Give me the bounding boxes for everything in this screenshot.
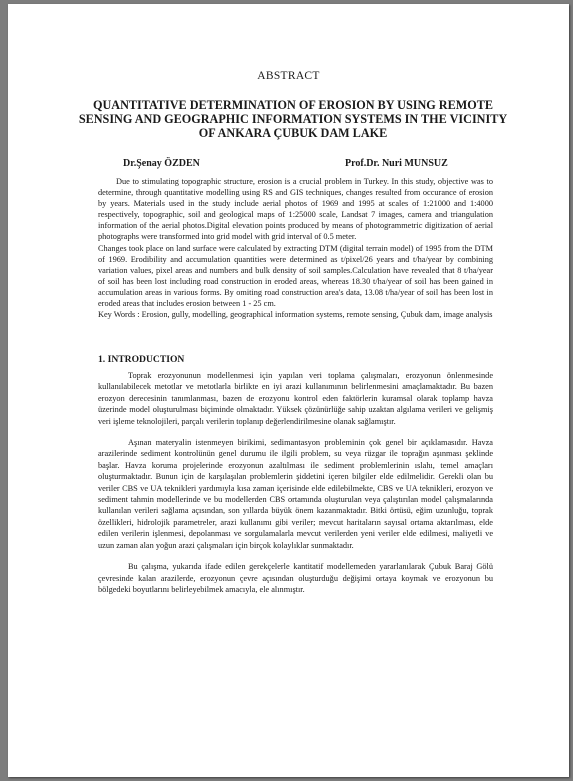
author-2: Prof.Dr. Nuri MUNSUZ [345,158,448,169]
abstract-paragraph: Changes took place on land surface were calculated by extracting DTM (digital terrain model) of 1995 from the DTM of 1969. Erodibility and accumulation quantities were determined as t/pixel/26 years and t/ha/year by combining variation values, pixel areas and numbers and bulk density of soil samples.Calculation have revealed that 8 t/ha/year of soil has been lost including road construction in eroded areas, whereas 18.30 t/ha/year of soil has been gained in accumulation areas in various forms. By omiting road construction area's data, 13.08 t/ha/year of soil has been lost in eroded areas that includes erosion between 1 - 25 cm. [98,243,493,309]
abstract-body [98,176,493,320]
section-paragraph: Toprak erozyonunun modellenmesi için yapılan veri toplama çalışmaları, erozyonun önlenmesinde kullanılabilecek metotlar ve metotlarla birlikte en iyi arazi kullanımının belirlenmesini amaçlamaktadır. Bu bazen erozyon derecesinin tanımlanması, bazen de erozyonu kontrol eden faktörlerin kuramsal olarak toplamp havza üzerinde model oluşturulması biçiminde olmaktadır. Yüksek çözünürlüğe sahip uzaktan algılama verileri ve gelişmiş veri işleme teknolojileri, parçalı verilerin toplanıp değerlendirilmesine olanak sağlamıştır. [98,371,493,426]
abstract-heading: ABSTRACT [257,70,320,82]
author-1: Dr.Şenay ÖZDEN [123,158,200,169]
document-page [8,4,569,777]
section-paragraph: Aşınan materyalin istenmeyen birikimi, sedimantasyon probleminin çok genel bir açıklamasıdır. Havza arazilerinde sediment kontrolünün genel durumu ile ilgili problem, su veya rüzgar ile toprağın aşınması şeklinde başlar. Havza koruma projelerinde erozyonun azaltılması ile sediment problemlerinin ıslahı, temel amaçları oluşturmaktadır. Bunun için de karşılaşılan problemlerin şiddetini içeren bilgiler elde edilmelidir. Gerekli olan bu veriler CBS ve UA teknikleri yardımıyla kısa zaman içerisinde elde edilebilmekte, CBS ve UA teknikleri, erozyon ve sediment tahmin modellerinde ve bu modellerden CBS ortamında oluşturulan veya çalıştırılan model çalışmalarında kullanılan verileri sağlama açısından, son yıllarda büyük önem kazanmaktadır. Bitki örtüsü, eğim uzunluğu, toprak özellikleri, hidrolojik parametreler, arazi kullanımı gibi veriler; mevcut haritaların sayısal ortama aktarılması, elde edilen verilerin işlenmesi, depolanması ve sorgulamalarla mevcut verilerden yeni veriler elde edilmesi, maliyetli ve uzun zaman alan yoğun arazi çalışmaları için birçok kolaylıklar sunmaktadır. [98,438,493,550]
abstract-paragraph: Due to stimulating topographic structure, erosion is a crucial problem in Turkey. In this study, objective was to determine, through quantitative modelling using RS and GIS techniques, changes resulted from occurance of erosion by years. Materials used in the study include aerial photos of 1969 and 1995 at scales of 1:21000 and 1:4000 respectively, topographic, soil and geological maps of 1:25000 scale, Landsat 7 images, camera and triangulation information of the aerial photos.Digital elevation points produced by means of photogrammetric digitization of aerial photographs were transformed into grid model with grid interval of 0.5 meter. [98,177,493,242]
section-paragraph: Bu çalışma, yukarıda ifade edilen gerekçelerle kantitatif modellemeden yararlanılarak Çubuk Baraj Gölü çevresinde kalan arazilerde, erozyonun çevre açısından oluşturduğu değişimi ortaya koymak ve erozyonun bu bölgedeki boyutlarını belirleyebilmek amacıyla, ele alınmıştır. [98,562,493,594]
key-words: Key Words : Erosion, gully, modelling, geographical information systems, remote sensing, Çubuk dam, image analysis [98,310,493,320]
section-body [98,370,493,605]
section-heading: 1. INTRODUCTION [98,354,185,365]
paper-title: QUANTITATIVE DETERMINATION OF EROSION BY USING REMOTE SENSING AND GEOGRAPHIC INFORMATION SYSTEMS IN THE VICINITY OF ANKARA ÇUBUK DAM LAKE [78,98,508,140]
